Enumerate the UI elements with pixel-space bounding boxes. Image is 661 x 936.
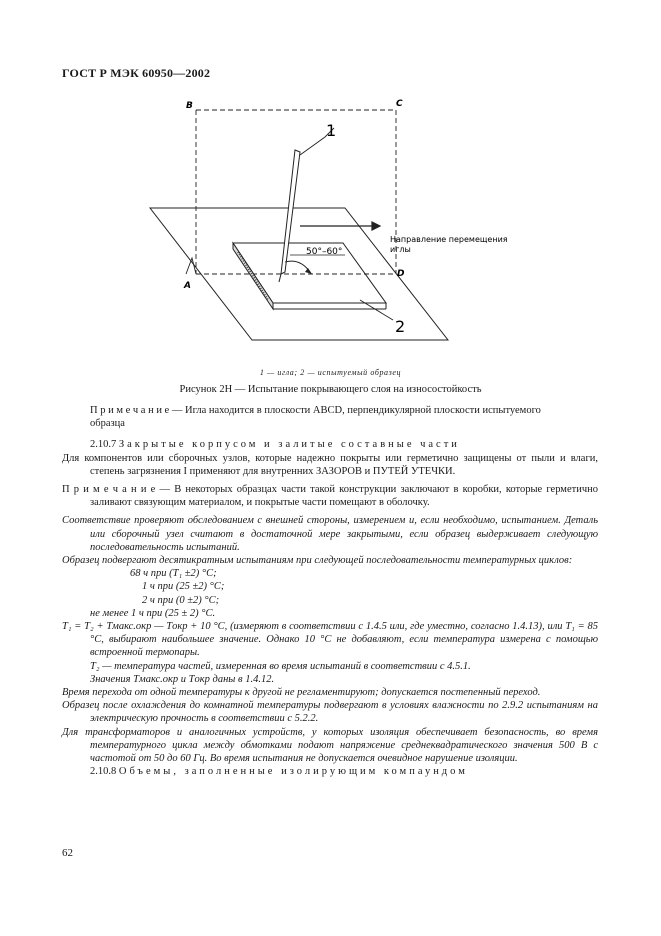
label-b: B	[186, 101, 193, 111]
note-2-label: П р и м е ч а н и е	[62, 484, 156, 496]
note-1-cont	[90, 417, 598, 430]
direction-label-1: Направление перемещения	[390, 235, 508, 244]
paragraph-1	[62, 452, 598, 478]
note-1-label: П р и м е ч а н и е	[90, 405, 170, 416]
figure-legend: 1 — игла; 2 — испытуемый образец	[259, 368, 402, 377]
paragraph-3: Образец подвергают десятикратным испытаниям при следующей последовательности температурных циклов:	[62, 555, 573, 567]
cycle-2: 1 ч при (25 ±2) °C;	[142, 581, 225, 593]
note-2-body: — В некоторых образцах части такой конструкции заключают в коробки, которые герметично заливают связующим материалом, и покрытые части помещают в оболочку.	[90, 484, 598, 509]
direction-arrow	[300, 222, 380, 230]
label-d: D	[397, 269, 405, 279]
direction-label-2: иглы	[390, 245, 411, 254]
abcd-plane	[196, 110, 396, 274]
paragraph-1-text: Для компонентов или сборочных узлов, которые надежно покрыты или герметично защищены от пыли и влаги, степень загрязнения I применяют для внутренних ЗАЗОРОВ и ПУТЕЙ УТЕЧКИ.	[62, 452, 598, 477]
paragraph-7: Время перехода от одной температуры к другой не регламентируют; допускается постепенный переход.	[62, 687, 541, 699]
figure-caption: Рисунок 2Н — Испытание покрывающего слоя на износостойкость	[179, 384, 482, 395]
label-a: A	[184, 281, 191, 291]
note-1	[90, 404, 598, 417]
label-2: 2	[395, 317, 406, 336]
paragraph-2: Соответствие проверяют обследованием с внешней стороны, измерением и, если необходимо, испытанием. Деталь или сборочный узел считают в достаточной мере закрытыми, если образец выдерживает следующую последовательность испытаний.	[62, 515, 598, 553]
section-2-10-8	[90, 765, 598, 778]
paragraph-4: T₁ = T₂ + Tмакс.окр — Tокр + 10 °C, (измеряют в соответствии с 1.4.5 или, где уместно, согласно 1.4.13), или T₁ = 85 °C, выбирают наибольшее значение. Однако 10 °C не добавляют, если температура измерена с помощью встроенной термопары.	[62, 621, 598, 659]
paragraph-5: T₂ — температура частей, измеренная во время испытаний в соответствии с 4.5.1.	[90, 660, 471, 672]
paragraph-6: Значения Tмакс.окр и Tокр даны в 1.4.12.	[90, 673, 275, 685]
page-number: 62	[62, 847, 73, 859]
label-c: C	[396, 99, 403, 109]
paragraph-9: Для трансформаторов и аналогичных устройств, у которых изоляция обеспечивает безопасность, во время температурного цикла между обмотками подают напряжение среднеквадратического значения 500 В с частотой от 50 до 60 Гц. Во время испытания не допускается очевидное нарушение изоляции.	[62, 726, 598, 765]
cycle-3: 2 ч при (0 ±2) °C;	[142, 594, 220, 606]
figure-drawing	[0, 0, 661, 380]
note-1-cont-text: образца	[90, 418, 125, 430]
cycle-1: 68 ч при (T₁ ±2) °C;	[130, 568, 217, 580]
note-2	[62, 483, 598, 509]
section-number: 2.10.7	[90, 439, 119, 451]
label-1: 1	[326, 121, 337, 140]
body-text	[62, 404, 598, 778]
standard-header: ГОСТ Р МЭК 60950—2002	[62, 66, 211, 80]
section-2-title: Объемы, заполненные изолирующим компаундом	[118, 766, 468, 778]
cycle-4: не менее 1 ч при (25 ± 2) °C.	[90, 607, 216, 619]
figure-2h	[0, 0, 661, 380]
section-2-10-7	[90, 438, 598, 451]
paragraph-8: Образец после охлаждения до комнатной температуры подвергают в условиях влажности по 2.9.2 испытаниям на электрическую прочность в соответствии с 5.2.2.	[62, 700, 598, 725]
angle-label: 50°–60°	[306, 247, 343, 257]
note-1-body: — Игла находится в плоскости ABCD, перпендикулярной плоскости испытуемого	[169, 405, 541, 416]
section-title: Закрытые корпусом и залитые составные части	[118, 439, 460, 451]
section-2-number: 2.10.8	[90, 766, 119, 778]
